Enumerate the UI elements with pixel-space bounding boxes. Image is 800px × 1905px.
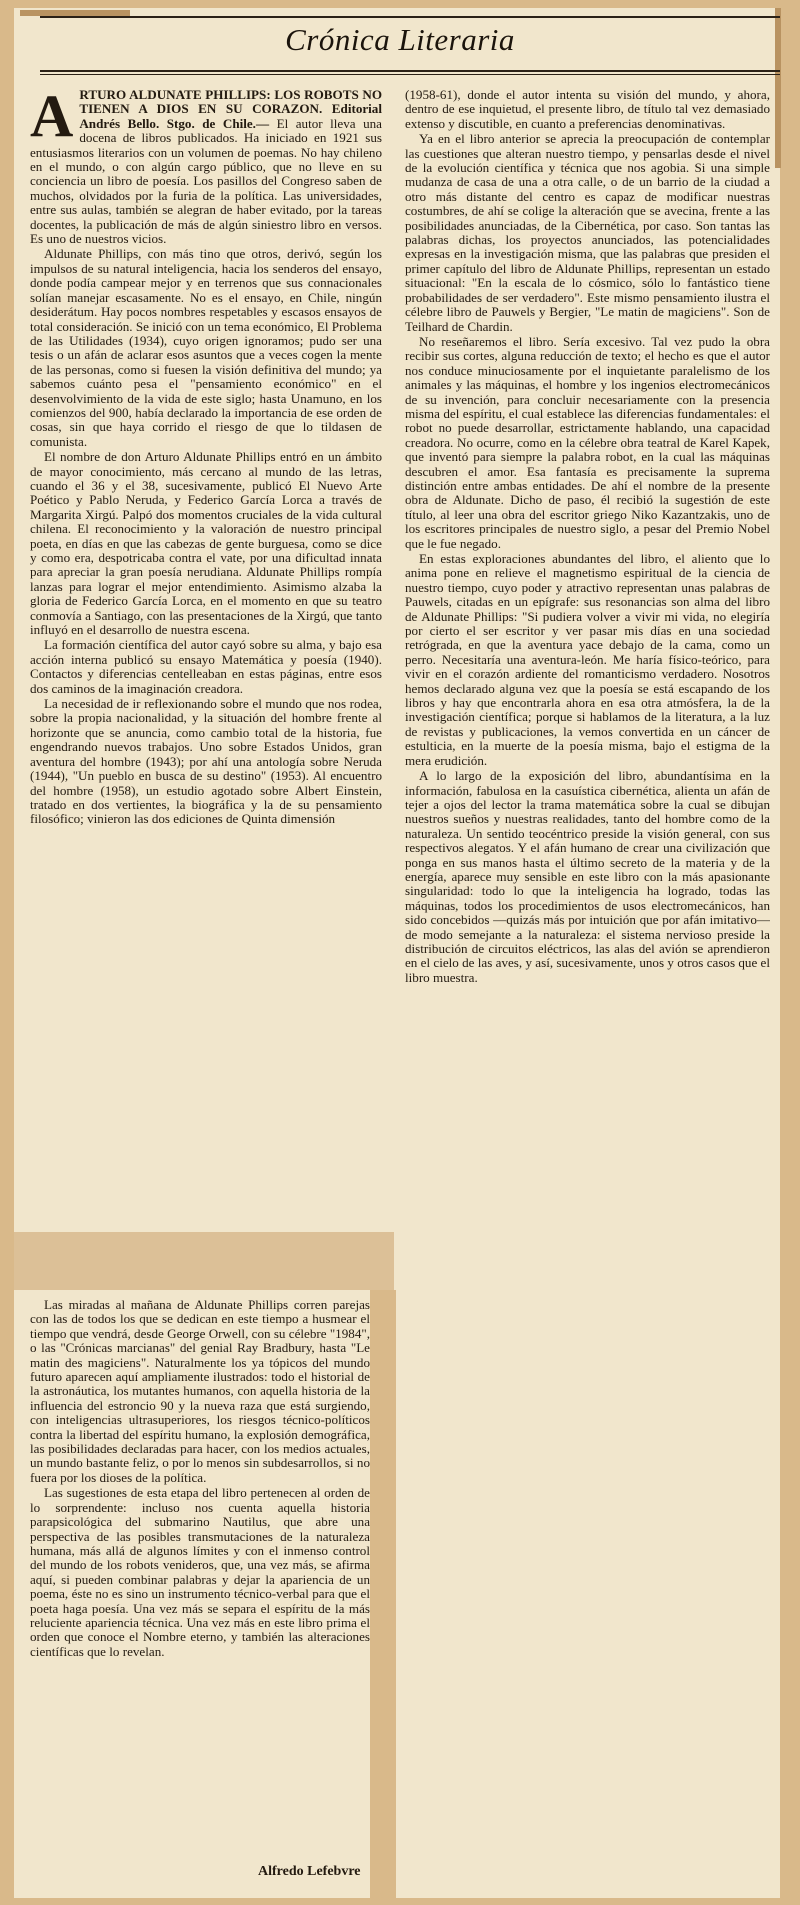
- book-title-lead: RTURO ALDUNATE PHILLIPS: LOS ROBOTS NO TIENEN A DIOS EN SU CORAZON. Editorial Andrés Bello. Stgo. de Chile.—: [79, 88, 382, 131]
- paragraph: La formación científica del autor cayó sobre su alma, y bajo esa acción interna publicó su ensayo Matemática y poesía (1940). Contactos y diferencias centelleaban en estas páginas, entre esos dos caminos de la imaginación creadora.: [30, 637, 382, 696]
- paragraph: En estas exploraciones abundantes del libro, el aliento que lo anima pone en relieve el magnetismo espiritual de la ciencia de nuestro tiempo, cuyo poder y atractivo representan unas palabras de Pauwels, citadas en un epígrafe: sus resonancias son alma del libro de Aldunate Phillips: "Si pudiera volver a vivir mi vida, no elegiría por cierto el ser escritor y ver pasar mis días en una sociedad retrógrada, en que la aventura yace debajo de la cama, como un perro. Necesitaría una aventura-león. Me haría físico-teórico, para vivir en el corazón ardiente del romanticismo verdadero. Nosotros hemos declarado alguna vez que la poesía se está escapando de los libros y hay que encontrarla ahora en esa otra atmósfera, la de la investigación científica; porque si hablamos de la literatura, a la luz de revistas y publicaciones, la vemos convertida en un cáncer de estulticia, en la muerte de la poesía misma, bajo el estigma de la mera erudición.: [405, 551, 770, 768]
- article-column-2: [405, 88, 770, 1658]
- author-signature: Alfredo Lefebvre: [258, 1864, 361, 1879]
- paragraph: (1958-61), donde el autor intenta su visión del mundo, y ahora, dentro de ese inquietud, el presente libro, de título tal vez demasiado extenso y discutible, en cuanto a preferencias denominativas.: [405, 88, 770, 131]
- paragraph: Las sugestiones de esta etapa del libro pertenecen al orden de lo sorprendente: incluso nos cuenta aquella historia parapsicológica del submarino Nautilus, que abre una perspectiva de las posibles transmutaciones de la naturaleza humana, más allá de algunos límites y con el inmenso control del mundo de los robots venideros, que, una vez más, se afirma aquí, si pueden combinar palabras y dejar la apariencia de un poema, éste no es sino un instrumento técnico-verbal para que el poeta haga poesía. Una vez más se separa el espíritu de la más reluciente apariencia técnica. Una vez más en este libro prima el orden que conoce el Nombre eterno, y también las alteraciones científicas que lo revelan.: [30, 1485, 370, 1659]
- paragraph: Aldunate Phillips, con más tino que otros, derivó, según los impulsos de su natural inteligencia, hacia los senderos del ensayo, donde podía campear mejor y en terrenos que sus connacionales solían manejar escasamente. No es el ensayo, en Chile, ningún desiderátum. Hay pocos nombres respetables y escasos ensayos de total consideración. Se inició con un tema económico, El Problema de las Utilidades (1934), cuyo origen ignoramos; pudo ser una tesis o un afán de aclarar esos asuntos que a veces cogen la mente de las personas, como si fuesen la visión definitiva del mundo; ya sabemos cuánto pesa el "pensamiento económico" en el desenvolvimiento de la vida de este siglo; hasta Unamuno, en los comienzos del 900, había declarado la importancia de ese orden de cosas, sin que haya corrido el riesgo de que lo tildasen de comunista.: [30, 246, 382, 449]
- header-rule-bottom-thin: [40, 74, 780, 75]
- clipping-gap: [14, 1232, 394, 1290]
- paragraph: La necesidad de ir reflexionando sobre el mundo que nos rodea, sobre la propia nacionalidad, y la situación del hombre frente al horizonte que se anuncia, como cambio total de la historia, fue engendrando nuevos trabajos. Uno sobre Estados Unidos, gran aventura del hombre (1943); por ahí una antología sobre Neruda (1944), "Un pueblo en busca de su destino" (1953). Al encuentro del hombre (1958), un estudio agotado sobre Albert Einstein, tratado en dos vertientes, la biográfica y la de su pensamiento filosófico; vinieron las dos ediciones de Quinta dimensión: [30, 696, 382, 827]
- section-title: Crónica Literaria: [285, 22, 515, 57]
- header-rule-top: [40, 16, 780, 18]
- article-column-1: [30, 88, 382, 1228]
- header-rule-bottom: [40, 70, 780, 72]
- drop-cap: A: [30, 88, 74, 149]
- paragraph: El nombre de don Arturo Aldunate Phillips entró en un ámbito de mayor conocimiento, más cercano al mundo de las letras, cuando el 36 y el 38, sucesivamente, publicó El Nuevo Arte Poético y Pablo Neruda, y Federico García Lorca a través de Margarita Xirgú. Palpó dos momentos cruciales de la vida cultural chilena. El reconocimiento y la valoración de nuestro principal poeta, en días en que las cabezas de gente burguesa, como se dice y como era, despotricaba contra el vate, por una dificultad innata para apreciar la gran poesía nerudiana. Aldunate Phillips rompía lanzas para lograr el mejor entendimiento. Asimismo alzaba la gloria de Federico García Lorca, en el momento en que su teatro conmovía a Santiago, con las presentaciones de la Xirgú, que tanto influyó en el desarrollo de nuestra escena.: [30, 449, 382, 638]
- paragraph: Las miradas al mañana de Aldunate Phillips corren parejas con las de todos los que se dedican en este tiempo a husmear el tiempo que vendrá, desde George Orwell, con su célebre "1984", o las "Crónicas marcianas" del genial Ray Bradbury, hasta "Le matin des magiciens". Naturalmente los ya tópicos del mundo futuro aparecen aquí ampliamente ilustrados: todo el historial de la astronáutica, los mutantes humanos, con aquella historia de la influencia del estroncio 90 y la nueva raza que está surgiendo, con inteligencias ultrasuperiores, los riesgos técnico-políticos contra la libertad del espíritu humano, la explosión demográfica, las posibilidades declaradas para hacer, con los medios actuales, un mundo bastante feliz, o por lo menos sin subdesarrollos, si no fuera por los dioses de la política.: [30, 1298, 370, 1485]
- article-column-3: [30, 1298, 370, 1853]
- article-lead-paragraph: [30, 88, 382, 246]
- paragraph: A lo largo de la exposición del libro, abundantísima en la información, fabulosa en la casuística cibernética, alienta un afán de tejer a ojos del lector la trama matemática sobre la cual se dibujan nuestros sueños y nuestras realidades, tanto del hombre como de la naturaleza. Un sentido teocéntrico preside la visión general, con sus respectivos alegatos. Y el afán humano de crear una civilización que ponga en sus manos hasta el último secreto de la materia y de la energía, aparece muy sensible en este libro con la más apasionante singularidad: todo lo que la inteligencia ha logrado, todas las máquinas, todos los procedimientos de usos electromecánicos, han sido concebidos —quizás más por intuición que por afán imitativo— de modo semejante a la naturaleza: el sistema nervioso preside la distribución de circuitos eléctricos, las alas del avión se aprendieron en el cielo de las aves, y así, sucesivamente, unos y otros casos que el libro muestra.: [405, 768, 770, 985]
- paragraph: No reseñaremos el libro. Sería excesivo. Tal vez pudo la obra recibir sus cortes, alguna reducción de texto; el hecho es que el autor nos conduce minuciosamente por el inquietante paralelismo de los animales y las máquinas, el hombre y los ingenios electromecánicos de su invención, para concluir necesariamente con la presencia misma del espíritu, el cual establece las diferencias fundamentales: el robot no puede desarrollar, estrictamente hablando, una capacidad creadora. No ocurre, como en la célebre obra teatral de Karel Kapek, que inventó para siempre la palabra robot, en la cual las máquinas descubren el amor. Esa fantasía es precisamente la suprema distinción entre ambas entidades. De ahí el nombre de la presente obra de Aldunate. Dicho de paso, él recibió la sugestión de este título, al leer una obra del escritor griego Niko Kazantzakis, uno de los escritores principales de nuestro siglo, a pesar del Premio Nobel que le fue negado.: [405, 333, 770, 551]
- paragraph-text: El autor lleva una docena de libros publicados. Ha iniciado en 1921 sus entusiasmos literarios con un volumen de poemas. No hay chileno en el mundo, o con algún cargo público, que no lleve en su conciencia un libro de poesía. Los pasillos del Congreso saben de muchos, olvidados por la furia de la política. Las universidades, entre sus aulas, también se alegran de haber evitado, por la tareas docentes, la publicación de más de algún siniestro libro en versos. Es uno de nuestros vicios.: [30, 115, 382, 247]
- paragraph: Ya en el libro anterior se aprecia la preocupación de contemplar las cuestiones que alteran nuestro tiempo, y pensarlas desde el nivel de la evolución científica y técnica que nos agobia. Si una simple mudanza de casa de una a otra calle, o de un barrio de la ciudad a otro más distante del centro es capaz de modificar nuestras costumbres, de ahí se colige la alteración que se avecina, frente a las posibilidades anunciadas, de la Cibernética, por caso. Son tantas las palabras dichas, los proyectos anunciados, las potencialidades expresas en la investigación misma, que las palabras que presiden el primer capítulo del libro de Aldunate Phillips, representan un estado situacional: "En la escala de lo cósmico, sólo lo fantástico tiene probabilidades de ser verdadero". Este mismo pensamiento ilustra el célebre libro de Pauwels y Bergier, "Le matin de magiciens". Son de Teilhard de Chardin.: [405, 131, 770, 334]
